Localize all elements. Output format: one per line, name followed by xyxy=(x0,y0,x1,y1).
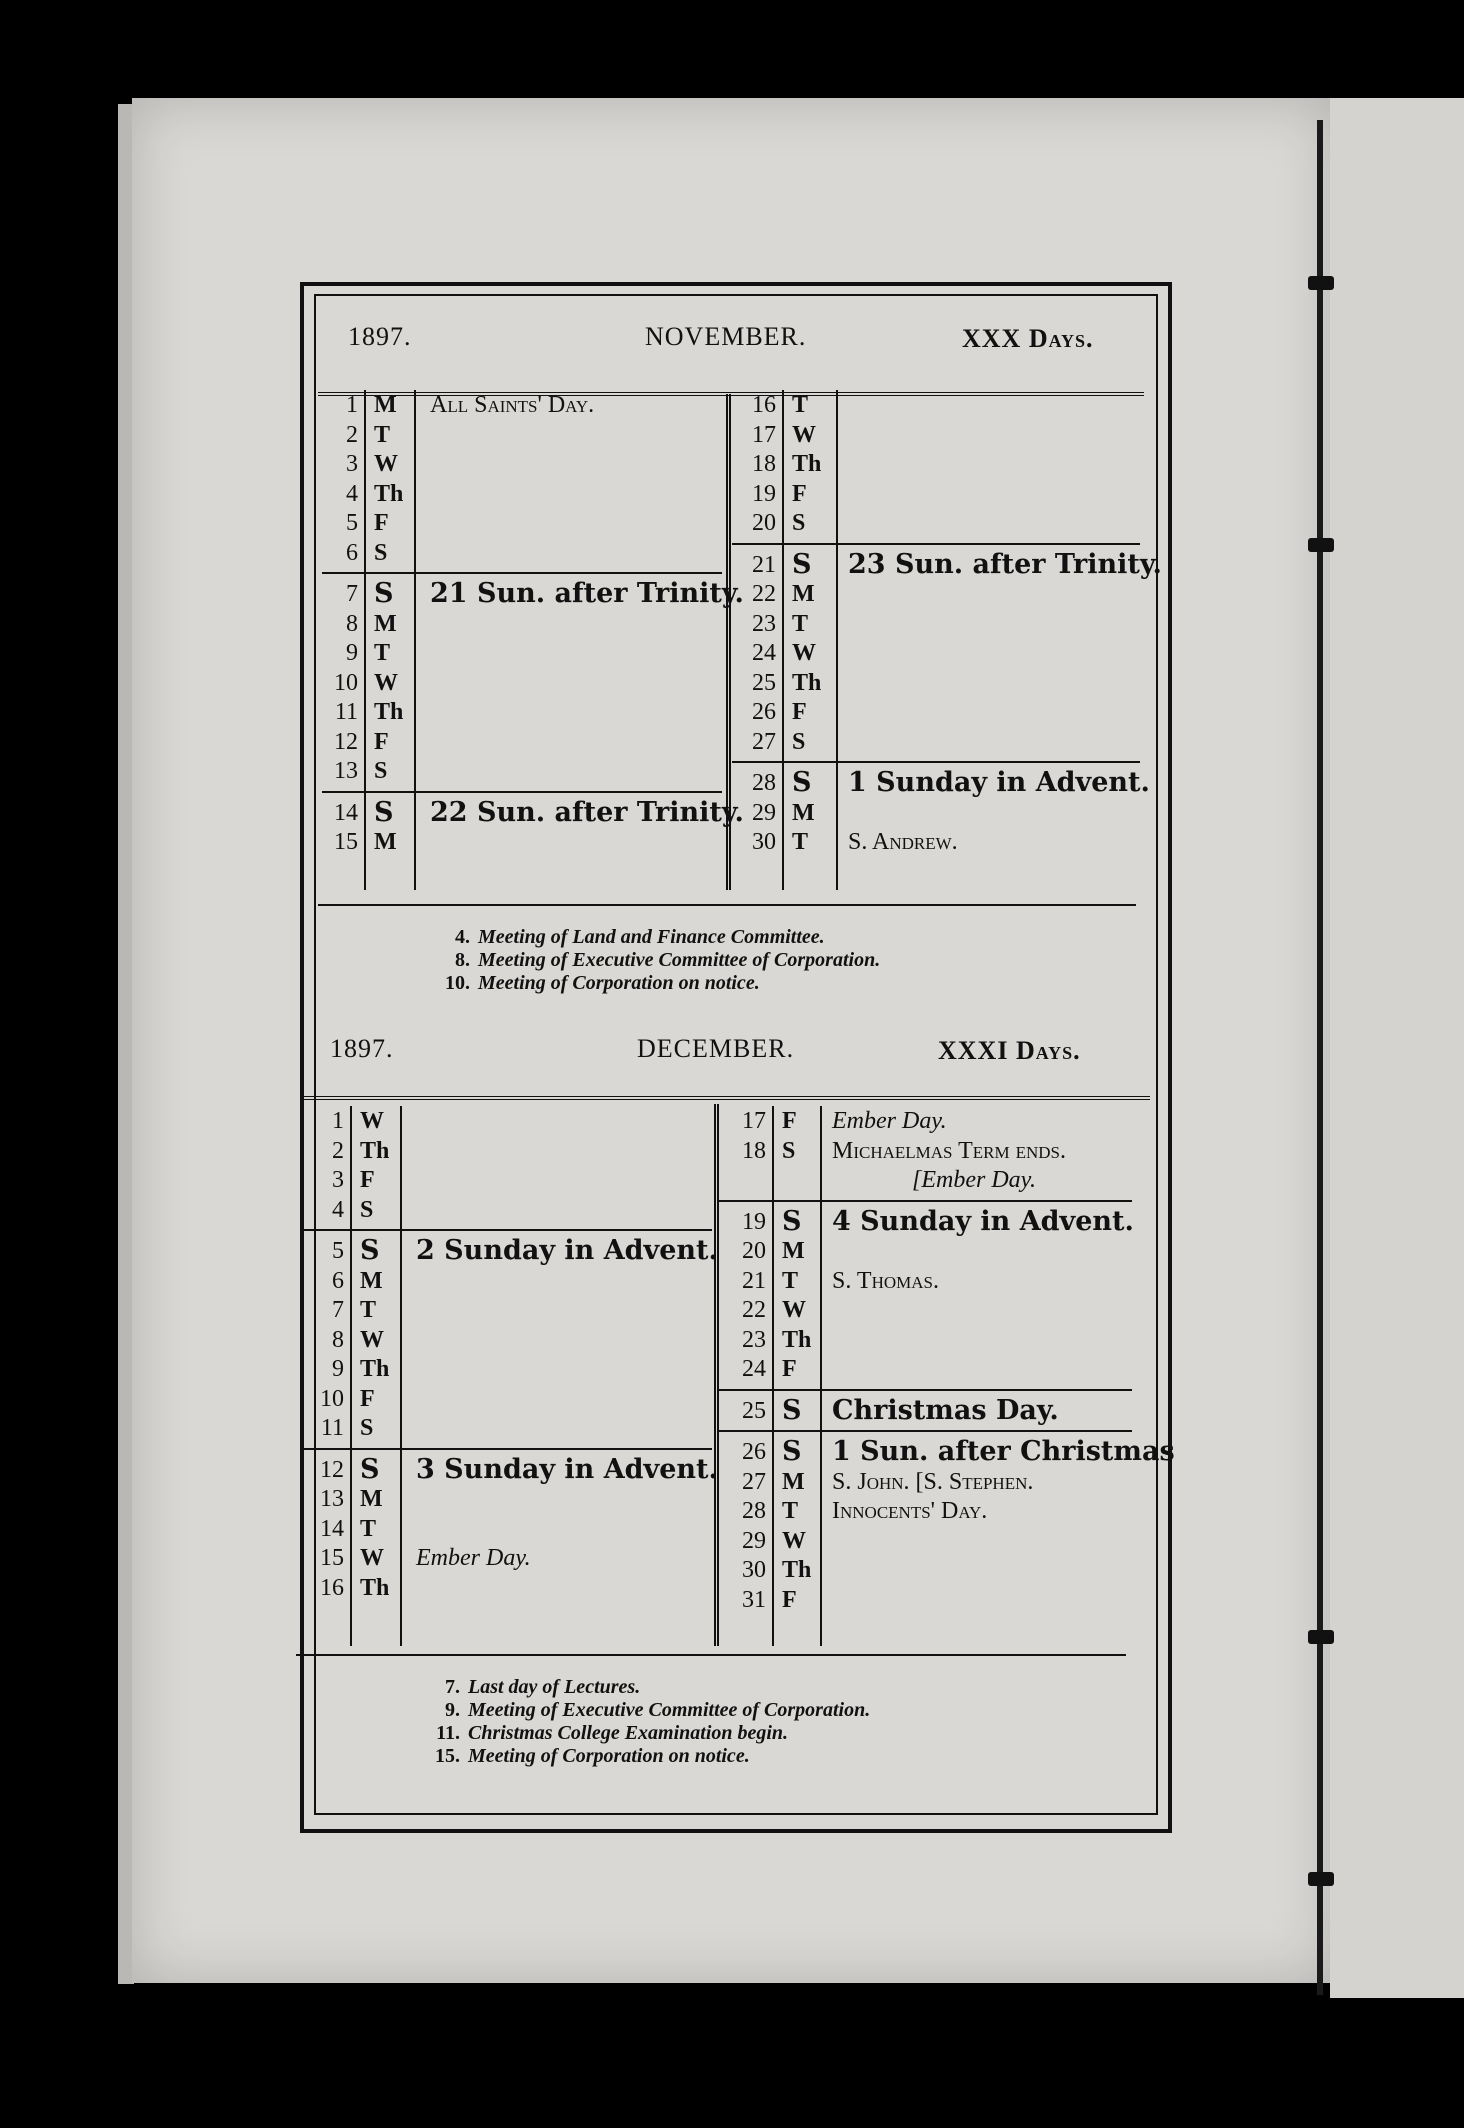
day-number: 18 xyxy=(742,1137,766,1164)
feast-label: 1 Sunday in Advent. xyxy=(848,767,1150,798)
day-number: 28 xyxy=(742,1498,766,1524)
feast-label: 3 Sunday in Advent. xyxy=(416,1453,718,1485)
day-number: 9 xyxy=(346,640,358,666)
day-number: 26 xyxy=(742,1439,766,1465)
weekday-letter: F xyxy=(782,1108,797,1134)
feast-label: Ember Day. xyxy=(416,1545,531,1571)
feast-label: Ember Day. xyxy=(832,1108,947,1134)
note-line xyxy=(420,1722,870,1745)
december-days-count: XXXI Days. xyxy=(938,1036,1081,1065)
weekday-letter: Th xyxy=(374,699,404,725)
day-number: 3 xyxy=(346,451,358,477)
feast-label: 22 Sun. after Trinity. xyxy=(430,796,744,828)
weekday-letter: W xyxy=(360,1108,384,1134)
december-notes xyxy=(420,1676,870,1768)
binding-stitch xyxy=(1308,1872,1334,1886)
day-number: 14 xyxy=(320,1515,344,1542)
weekday-letter: M xyxy=(782,1238,805,1264)
sunday-letter: S xyxy=(782,1394,802,1426)
weekday-letter: Th xyxy=(792,451,822,477)
note-line xyxy=(430,949,880,972)
weekday-letter: F xyxy=(782,1586,797,1613)
day-number: 28 xyxy=(752,770,776,796)
weekday-letter: M xyxy=(374,392,397,418)
day-number: 12 xyxy=(320,1456,344,1483)
sunday-letter: S xyxy=(360,1235,380,1266)
weekday-letter: W xyxy=(360,1326,384,1353)
note-date: 4. xyxy=(455,926,470,948)
day-number: 30 xyxy=(752,829,776,855)
book-spine xyxy=(1317,120,1323,1995)
column-rule xyxy=(772,1106,774,1646)
note-date: 9. xyxy=(445,1699,460,1721)
day-number: 10 xyxy=(334,669,358,696)
day-number: 30 xyxy=(742,1557,766,1583)
weekday-letter: F xyxy=(360,1167,375,1193)
day-number: 19 xyxy=(742,1208,766,1235)
binding-stitch xyxy=(1308,1630,1334,1644)
sunday-letter: S xyxy=(374,796,394,828)
weekday-letter: S xyxy=(360,1415,374,1441)
feast-label: S. John. [S. Stephen. xyxy=(832,1468,1034,1495)
day-number: 8 xyxy=(332,1326,344,1353)
november-month-title: NOVEMBER. xyxy=(645,322,807,351)
weekday-letter: F xyxy=(792,480,807,507)
day-number: 9 xyxy=(332,1356,344,1382)
day-number: 17 xyxy=(742,1108,766,1134)
day-number: 14 xyxy=(334,799,358,826)
weekday-letter: W xyxy=(782,1297,806,1323)
day-number: 19 xyxy=(752,480,776,507)
day-number: 1 xyxy=(332,1108,344,1134)
note-text: Meeting of Land and Finance Committee. xyxy=(478,926,825,948)
day-number: 24 xyxy=(752,640,776,666)
day-number: 11 xyxy=(320,1415,344,1441)
weekday-letter: W xyxy=(792,421,816,448)
note-line xyxy=(420,1745,870,1768)
weekday-letter: F xyxy=(792,699,807,725)
day-number: 27 xyxy=(752,728,776,755)
weekday-letter: M xyxy=(792,799,815,826)
week-rule xyxy=(302,1229,712,1231)
weekday-letter: Th xyxy=(360,1356,390,1382)
day-number: 25 xyxy=(742,1397,766,1424)
day-number: 15 xyxy=(320,1545,344,1571)
note-date: 15. xyxy=(435,1745,460,1767)
week-rule xyxy=(732,543,1140,545)
day-number: 11 xyxy=(334,699,358,725)
sunday-letter: S xyxy=(374,578,394,609)
note-date: 7. xyxy=(445,1676,460,1698)
weekday-letter: W xyxy=(374,669,398,696)
note-text: Meeting of Corporation on notice. xyxy=(478,972,760,994)
note-line xyxy=(430,926,880,949)
weekday-letter: M xyxy=(360,1267,383,1294)
day-number: 6 xyxy=(332,1267,344,1294)
day-number: 7 xyxy=(332,1297,344,1323)
day-number: 10 xyxy=(320,1385,344,1412)
weekday-letter: F xyxy=(374,728,389,755)
weekday-letter: M xyxy=(782,1468,805,1495)
feast-label: S. Thomas. xyxy=(832,1267,939,1294)
weekday-letter: M xyxy=(374,829,397,855)
weekday-letter: S xyxy=(782,1137,796,1164)
weekday-letter: S xyxy=(374,758,388,784)
week-rule xyxy=(718,1430,1132,1432)
day-number: 20 xyxy=(752,510,776,536)
weekday-letter: F xyxy=(360,1385,375,1412)
binding-stitch xyxy=(1308,538,1334,552)
day-number: 4 xyxy=(346,480,358,507)
day-number: 24 xyxy=(742,1356,766,1382)
week-rule xyxy=(718,1389,1132,1391)
column-rule xyxy=(782,390,784,890)
weekday-letter: T xyxy=(360,1515,377,1542)
weekday-letter: T xyxy=(792,610,809,637)
column-rule xyxy=(414,390,416,890)
day-number: 5 xyxy=(346,510,358,536)
column-rule xyxy=(836,390,838,890)
day-number: 31 xyxy=(742,1586,766,1613)
day-number: 16 xyxy=(752,392,776,418)
day-number: 27 xyxy=(742,1468,766,1495)
december-month-title: DECEMBER. xyxy=(637,1034,795,1063)
day-number: 13 xyxy=(334,758,358,784)
day-number: 26 xyxy=(752,699,776,725)
day-number: 12 xyxy=(334,728,358,755)
weekday-letter: Th xyxy=(782,1326,812,1353)
weekday-letter: T xyxy=(792,392,809,418)
december-header-rule xyxy=(304,1096,1150,1104)
day-number: 16 xyxy=(320,1574,344,1601)
column-rule xyxy=(400,1106,402,1646)
day-number: 29 xyxy=(742,1527,766,1554)
column-rule xyxy=(364,390,366,890)
day-number: 13 xyxy=(320,1486,344,1512)
column-rule xyxy=(820,1106,822,1646)
day-number: 17 xyxy=(752,421,776,448)
day-number: 8 xyxy=(346,610,358,637)
day-number: 3 xyxy=(332,1167,344,1193)
weekday-letter: S xyxy=(360,1196,374,1223)
weekday-letter: T xyxy=(360,1297,377,1323)
week-rule xyxy=(302,1448,712,1450)
weekday-letter: S xyxy=(792,510,806,536)
day-number: 25 xyxy=(752,669,776,696)
note-text: Last day of Lectures. xyxy=(468,1676,641,1698)
day-number: 22 xyxy=(742,1297,766,1323)
week-rule xyxy=(718,1200,1132,1202)
weekday-letter: W xyxy=(360,1545,384,1571)
day-number: 7 xyxy=(346,581,358,607)
weekday-letter: F xyxy=(782,1356,797,1382)
day-number: 23 xyxy=(742,1326,766,1353)
weekday-letter: T xyxy=(792,829,809,855)
weekday-letter: Th xyxy=(360,1574,390,1601)
day-number: 29 xyxy=(752,799,776,826)
feast-label: 1 Sun. after Christmas xyxy=(832,1436,1175,1467)
sunday-letter: S xyxy=(782,1436,802,1467)
note-text: Meeting of Corporation on notice. xyxy=(468,1745,750,1767)
weekday-letter: W xyxy=(792,640,816,666)
weekday-letter: W xyxy=(782,1527,806,1554)
facing-page-edge xyxy=(1330,98,1464,1998)
day-number: 15 xyxy=(334,829,358,855)
feast-label: S. Andrew. xyxy=(848,829,958,855)
note-line xyxy=(420,1699,870,1722)
note-text: Christmas College Examination begin. xyxy=(468,1722,789,1744)
feast-label: 2 Sunday in Advent. xyxy=(416,1235,718,1266)
day-number: 6 xyxy=(346,539,358,566)
day-number: 21 xyxy=(742,1267,766,1294)
weekday-letter: F xyxy=(374,510,389,536)
note-text: Meeting of Executive Committee of Corporation. xyxy=(468,1699,871,1721)
weekday-letter: S xyxy=(792,728,806,755)
feast-label: 23 Sun. after Trinity. xyxy=(848,548,1162,580)
note-date: 10. xyxy=(445,972,470,994)
weekday-letter: M xyxy=(374,610,397,637)
day-number: 20 xyxy=(742,1238,766,1264)
sunday-letter: S xyxy=(782,1205,802,1237)
weekday-letter: T xyxy=(374,421,391,448)
feast-label: 21 Sun. after Trinity. xyxy=(430,578,744,609)
weekday-letter: W xyxy=(374,451,398,477)
day-number: 4 xyxy=(332,1196,344,1223)
day-number: 18 xyxy=(752,451,776,477)
sunday-letter: S xyxy=(360,1453,380,1485)
weekday-letter: M xyxy=(792,581,815,607)
weekday-letter: T xyxy=(374,640,391,666)
note-line xyxy=(430,972,880,995)
day-number: 1 xyxy=(346,392,358,418)
note-date: 11. xyxy=(436,1722,460,1744)
day-number: 21 xyxy=(752,551,776,578)
feast-label: Innocents' Day. xyxy=(832,1498,988,1524)
weekday-letter: T xyxy=(782,1267,799,1294)
november-column-divider xyxy=(726,394,736,890)
december-bottom-rule xyxy=(296,1654,1126,1656)
feast-label: All Saints' Day. xyxy=(430,392,595,418)
day-number: 23 xyxy=(752,610,776,637)
feast-label: 4 Sunday in Advent. xyxy=(832,1205,1134,1237)
note-line xyxy=(420,1676,870,1699)
weekday-letter: T xyxy=(782,1498,799,1524)
week-rule xyxy=(322,572,722,574)
weekday-letter: S xyxy=(374,539,388,566)
note-date: 8. xyxy=(455,949,470,971)
weekday-letter: Th xyxy=(360,1137,390,1164)
feast-label: Christmas Day. xyxy=(832,1394,1059,1426)
sunday-letter: S xyxy=(792,548,812,580)
weekday-letter: Th xyxy=(782,1557,812,1583)
november-days-count: XXX Days. xyxy=(962,324,1094,353)
week-rule xyxy=(322,791,722,793)
day-number: 5 xyxy=(332,1238,344,1264)
november-notes xyxy=(430,926,880,995)
november-bottom-rule xyxy=(318,904,1136,906)
day-number: 2 xyxy=(346,421,358,448)
november-year: 1897. xyxy=(348,322,412,351)
weekday-letter: Th xyxy=(792,669,822,696)
feast-label: [Ember Day. xyxy=(912,1167,1036,1193)
weekday-letter: Th xyxy=(374,480,404,507)
day-number: 22 xyxy=(752,581,776,607)
binding-stitch xyxy=(1308,276,1334,290)
note-text: Meeting of Executive Committee of Corporation. xyxy=(478,949,881,971)
sunday-letter: S xyxy=(792,767,812,798)
week-rule xyxy=(732,761,1140,763)
day-number: 2 xyxy=(332,1137,344,1164)
feast-label: Michaelmas Term ends. xyxy=(832,1137,1066,1164)
december-year: 1897. xyxy=(330,1034,394,1063)
december-column-divider xyxy=(714,1104,724,1646)
column-rule xyxy=(350,1106,352,1646)
weekday-letter: M xyxy=(360,1486,383,1512)
